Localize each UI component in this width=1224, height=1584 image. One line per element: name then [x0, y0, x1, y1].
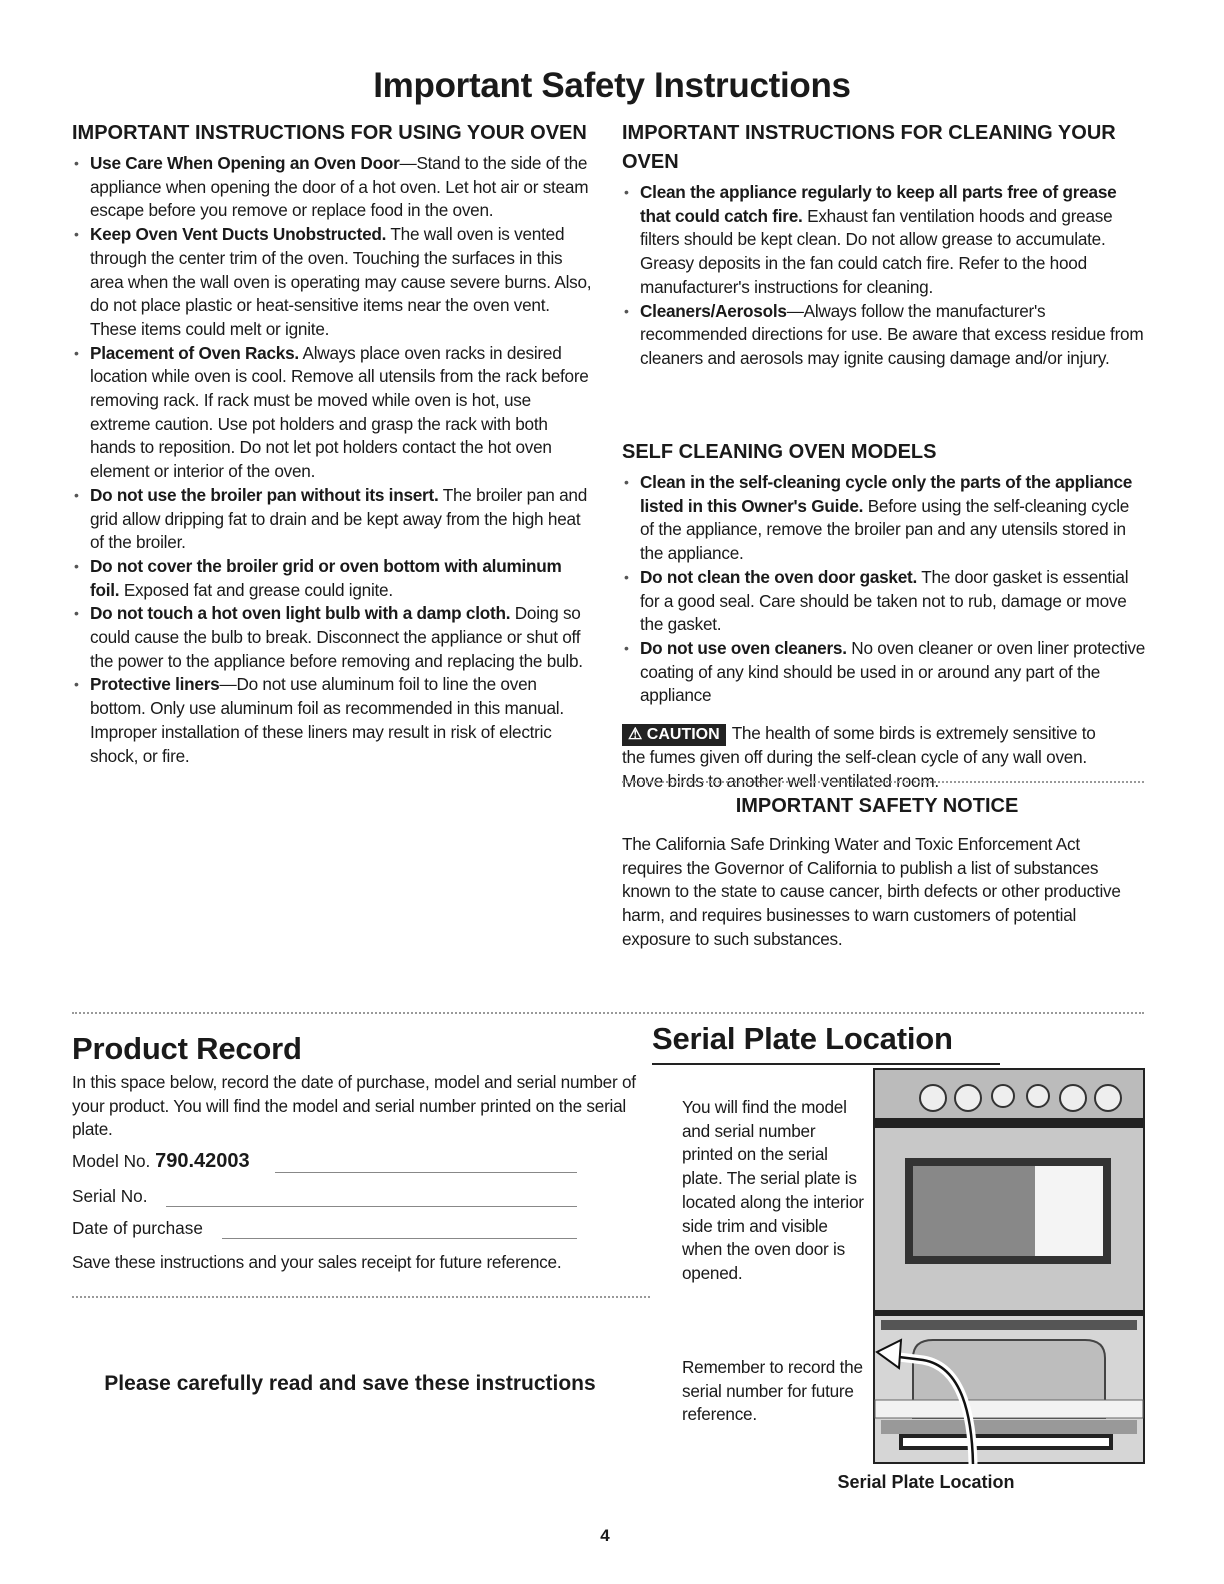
serial-field	[72, 1186, 147, 1207]
list-item	[72, 602, 592, 673]
serial-plate-reminder: Remember to record the serial number for future reference.	[682, 1357, 863, 1425]
serial-plate-title: Serial Plate Location	[652, 1021, 953, 1056]
item-lead: Clean in the self-cleaning cycle only the parts of the appliance listed in this Owner's Guide.	[640, 472, 1133, 516]
caution-text: The health of some birds is extremely sensitive to the fumes given off during the self-clean cycle of any wall oven. Move birds to another well ventilated room.	[622, 723, 1096, 791]
model-field	[72, 1150, 250, 1173]
date-label: Date of purchase	[72, 1218, 203, 1238]
item-text: No oven cleaner or oven liner protective coating of any kind should be used in or around any part of the appliance	[640, 637, 1146, 706]
safety-notice	[622, 792, 1132, 952]
item-lead: Protective liners	[90, 674, 220, 695]
list-item	[72, 484, 592, 555]
footer-note: Please carefully read and save these instructions	[104, 1372, 596, 1395]
serial-input-line[interactable]	[166, 1206, 577, 1207]
item-text: —Always follow the manufacturer's recommended directions for use. Be aware that excess residue from cleaners and aerosols may ignite causing damage and/or injury.	[640, 300, 1144, 368]
list-item	[72, 152, 592, 223]
self-cleaning-heading: SELF CLEANING OVEN MODELS	[622, 441, 937, 463]
save-note: Save these instructions and your sales receipt for future reference.	[72, 1252, 562, 1272]
serial-label: Serial No.	[72, 1186, 148, 1206]
item-lead: Keep Oven Vent Ducts Unobstructed.	[90, 224, 387, 245]
caution-label: CAUTION	[646, 726, 720, 743]
self-cleaning-section	[622, 438, 1147, 708]
item-text: Before using the self-cleaning cycle of the appliance, remove the broiler pan and any utensils stored in the appliance.	[640, 495, 1130, 564]
divider	[72, 1012, 1144, 1014]
model-value[interactable]: 790.42003	[155, 1150, 250, 1172]
date-input-line[interactable]	[222, 1238, 577, 1239]
serial-plate-caption: Serial Plate Location	[837, 1472, 1015, 1492]
item-text: —Do not use aluminum foil to line the oven bottom. Only use aluminum foil as recommended in this manual. Improper installation of these liners may result in risk of electric shock, or fire.	[90, 674, 564, 766]
item-lead: Placement of Oven Racks.	[90, 342, 299, 363]
model-label: Model No.	[72, 1151, 151, 1171]
item-lead: Do not cover the broiler grid or oven bottom with aluminum foil.	[90, 555, 562, 600]
warning-icon: ⚠	[628, 726, 643, 743]
item-text: The door gasket is essential for a good seal. Care should be taken not to rub, damage or move the gasket.	[640, 566, 1129, 635]
list-item	[622, 566, 1147, 637]
item-text: Always place oven racks in desired location while oven is cool. Remove all utensils from the rack before removing rack. If rack must be moved while oven is hot, use extreme caution. Use pot holders and grasp the rack with both hands to reposition. Do not let pot holders contact the hot oven element or interior of the oven.	[90, 342, 589, 482]
item-lead: Do not clean the oven door gasket.	[640, 566, 918, 587]
page-number: 4	[600, 1526, 610, 1545]
divider	[622, 781, 1144, 783]
item-text: The broiler pan and grid allow dripping fat to drain and be kept away from the high heat of the broiler.	[90, 484, 588, 553]
page-title: Important Safety Instructions	[373, 66, 851, 105]
using-oven-heading: IMPORTANT INSTRUCTIONS FOR USING YOUR OVEN	[72, 122, 587, 144]
item-lead: Do not use oven cleaners.	[640, 637, 847, 658]
item-text: —Stand to the side of the appliance when opening the door of a hot oven. Let hot air or steam escape before you remove or replace food in the oven.	[90, 153, 589, 221]
oven-illustration	[873, 1068, 1145, 1464]
item-text: Exhaust fan ventilation hoods and grease filters should be kept clean. Do not allow grease to accumulate. Greasy deposits in the fan could catch fire. Refer to the hood manufacturer's instructions for cleaning.	[640, 205, 1113, 297]
item-lead: Cleaners/Aerosols	[640, 300, 787, 321]
safety-notice-heading: IMPORTANT SAFETY NOTICE	[735, 795, 1019, 817]
cleaning-oven-section	[622, 119, 1147, 371]
list-item	[72, 223, 592, 342]
list-item	[622, 300, 1147, 371]
list-item	[72, 342, 592, 484]
list-item	[622, 471, 1147, 566]
using-oven-section	[72, 119, 592, 768]
item-lead: Do not use the broiler pan without its insert.	[90, 484, 439, 505]
item-lead: Clean the appliance regularly to keep all parts free of grease that could catch fire.	[640, 182, 1117, 226]
item-text: Doing so could cause the bulb to break. Disconnect the appliance or shut off the power to the appliance before removing and replacing the bulb.	[90, 603, 583, 671]
divider	[72, 1296, 650, 1298]
serial-plate-text: You will find the model and serial number printed on the serial plate. The serial plate is located along the interior side trim and visible when the oven door is opened.	[682, 1097, 864, 1283]
title-rule	[652, 1063, 1000, 1065]
list-item	[622, 637, 1147, 708]
list-item	[72, 673, 592, 768]
model-underline	[275, 1172, 577, 1173]
item-lead: Do not touch a hot oven light bulb with a damp cloth.	[90, 603, 511, 624]
item-lead: Use Care When Opening an Oven Door	[90, 153, 400, 173]
safety-notice-text: The California Safe Drinking Water and Toxic Enforcement Act requires the Governor of California to publish a list of substances known to the state to cause cancer, birth defects or other productive harm, and requires businesses to warn customers of potential exposure to such substances.	[622, 834, 1121, 949]
cleaning-oven-heading: IMPORTANT INSTRUCTIONS FOR CLEANING YOUR OVEN	[622, 122, 1116, 173]
date-field	[72, 1218, 203, 1239]
caution-badge	[622, 724, 726, 746]
item-text: The wall oven is vented through the center trim of the oven. Touching the surfaces in this area when the wall oven is operating may cause severe burns. Also, do not place plastic or heat-sensitive items near the oven vent. These items could melt or ignite.	[90, 224, 592, 339]
list-item	[622, 181, 1147, 300]
product-record-title: Product Record	[72, 1031, 302, 1066]
list-item	[72, 555, 592, 602]
product-record-intro: In this space below, record the date of purchase, model and serial number of your product. You will find the model and serial number printed on the serial plate.	[72, 1072, 636, 1140]
item-text: Exposed fat and grease could ignite.	[119, 579, 393, 600]
